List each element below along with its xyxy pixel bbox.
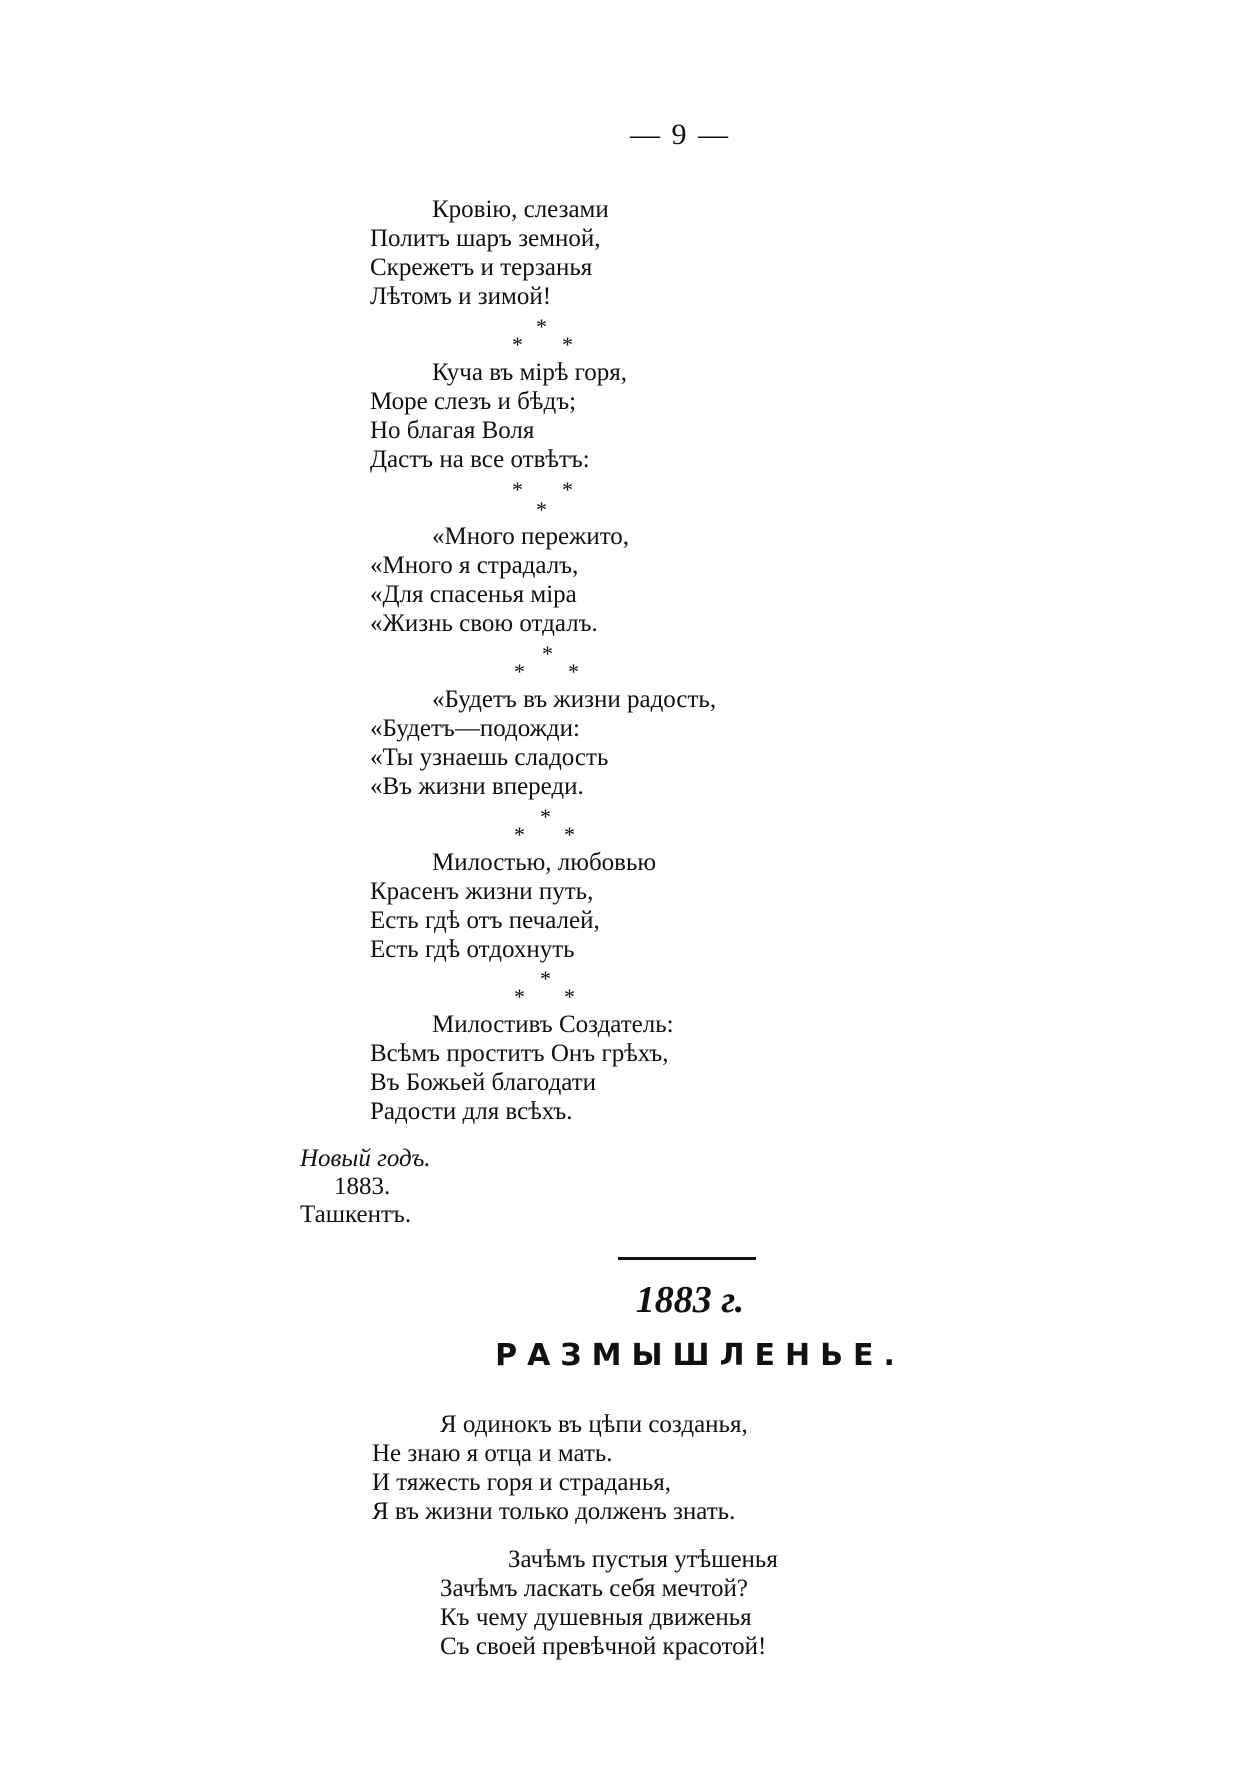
poem-line: Въ Божьей благодати xyxy=(370,1069,597,1096)
asterism-star: * xyxy=(542,641,553,666)
asterism-star: * xyxy=(536,314,547,339)
asterism-star: * xyxy=(540,804,551,829)
poem-line: Я въ жизни только долженъ знать. xyxy=(372,1498,736,1525)
poem-line: Лѣтомъ и зимой! xyxy=(370,283,552,310)
poem-line: Я одинокъ въ цѣпи созданья, xyxy=(440,1411,748,1438)
poem-line: Милостью, любовью xyxy=(432,849,657,876)
poem-line: Есть гдѣ отъ печалей, xyxy=(370,907,600,934)
poem-line: И тяжесть горя и страданья, xyxy=(372,1469,672,1496)
poem-line: Кровiю, слезами xyxy=(432,196,609,223)
asterism-star: * xyxy=(540,966,551,991)
poem-line: Политъ шаръ земной, xyxy=(370,225,601,252)
poem-line: «Жизнь свою отдалъ. xyxy=(370,610,598,637)
poem-line: Радости для всѣхъ. xyxy=(370,1098,573,1125)
poem-line: Дастъ на все отвѣтъ: xyxy=(370,446,590,473)
poem-line: Къ чему душевныя движенья xyxy=(440,1604,752,1631)
section-divider xyxy=(618,1257,756,1260)
poem-line: Но благая Воля xyxy=(370,417,535,444)
asterism-star: * xyxy=(514,984,525,1009)
poem-line: Съ своей превѣчной красотой! xyxy=(440,1633,767,1660)
year-heading: 1883 г. xyxy=(635,1279,745,1321)
poem-line: Не знаю я отца и мать. xyxy=(372,1440,613,1467)
poem-line: «Много я страдалъ, xyxy=(370,552,579,579)
poem-line: Зачѣмъ ласкать себя мечтой? xyxy=(440,1575,749,1602)
poem-line: «Будетъ въ жизни радость, xyxy=(432,686,717,713)
poem-line: Милостивъ Создатель: xyxy=(432,1011,674,1038)
poem-line: Море слезъ и бѣдъ; xyxy=(370,388,577,415)
poem-line: Скрежетъ и терзанья xyxy=(370,254,593,281)
poem-line: «Много пережито, xyxy=(432,523,630,550)
asterism-star: * xyxy=(562,332,573,357)
asterism-star: * xyxy=(562,477,573,502)
poem-line: Красенъ жизни путь, xyxy=(370,878,594,905)
poem-title: РАЗМЫШЛЕНЬЕ. xyxy=(495,1338,905,1373)
asterism-star: * xyxy=(564,822,575,847)
poem-line: Зачѣмъ пустыя утѣшенья xyxy=(508,1546,778,1573)
poem-line: «Ты узнаешь сладость xyxy=(370,744,609,771)
dedication-place: Ташкентъ. xyxy=(300,1201,412,1228)
asterism-star: * xyxy=(514,659,525,684)
poem-line: Всѣмъ проститъ Онъ грѣхъ, xyxy=(370,1040,669,1067)
asterism-star: * xyxy=(512,477,523,502)
asterism-star: * xyxy=(514,822,525,847)
dedication-year: 1883. xyxy=(334,1173,391,1200)
dedication-occasion: Новый годъ. xyxy=(300,1145,431,1172)
asterism-star: * xyxy=(564,984,575,1009)
poem-line: «Для спасенья мiра xyxy=(370,581,577,608)
page-number: — 9 — xyxy=(630,118,730,151)
poem-line: «Будетъ—подожди: xyxy=(370,715,580,742)
asterism-star: * xyxy=(512,332,523,357)
asterism-star: * xyxy=(536,497,547,522)
poem-line: Куча въ мiрѣ горя, xyxy=(432,359,628,386)
poem-line: Есть гдѣ отдохнуть xyxy=(370,936,575,963)
poem-line: «Въ жизни впереди. xyxy=(370,773,584,800)
asterism-star: * xyxy=(568,659,579,684)
